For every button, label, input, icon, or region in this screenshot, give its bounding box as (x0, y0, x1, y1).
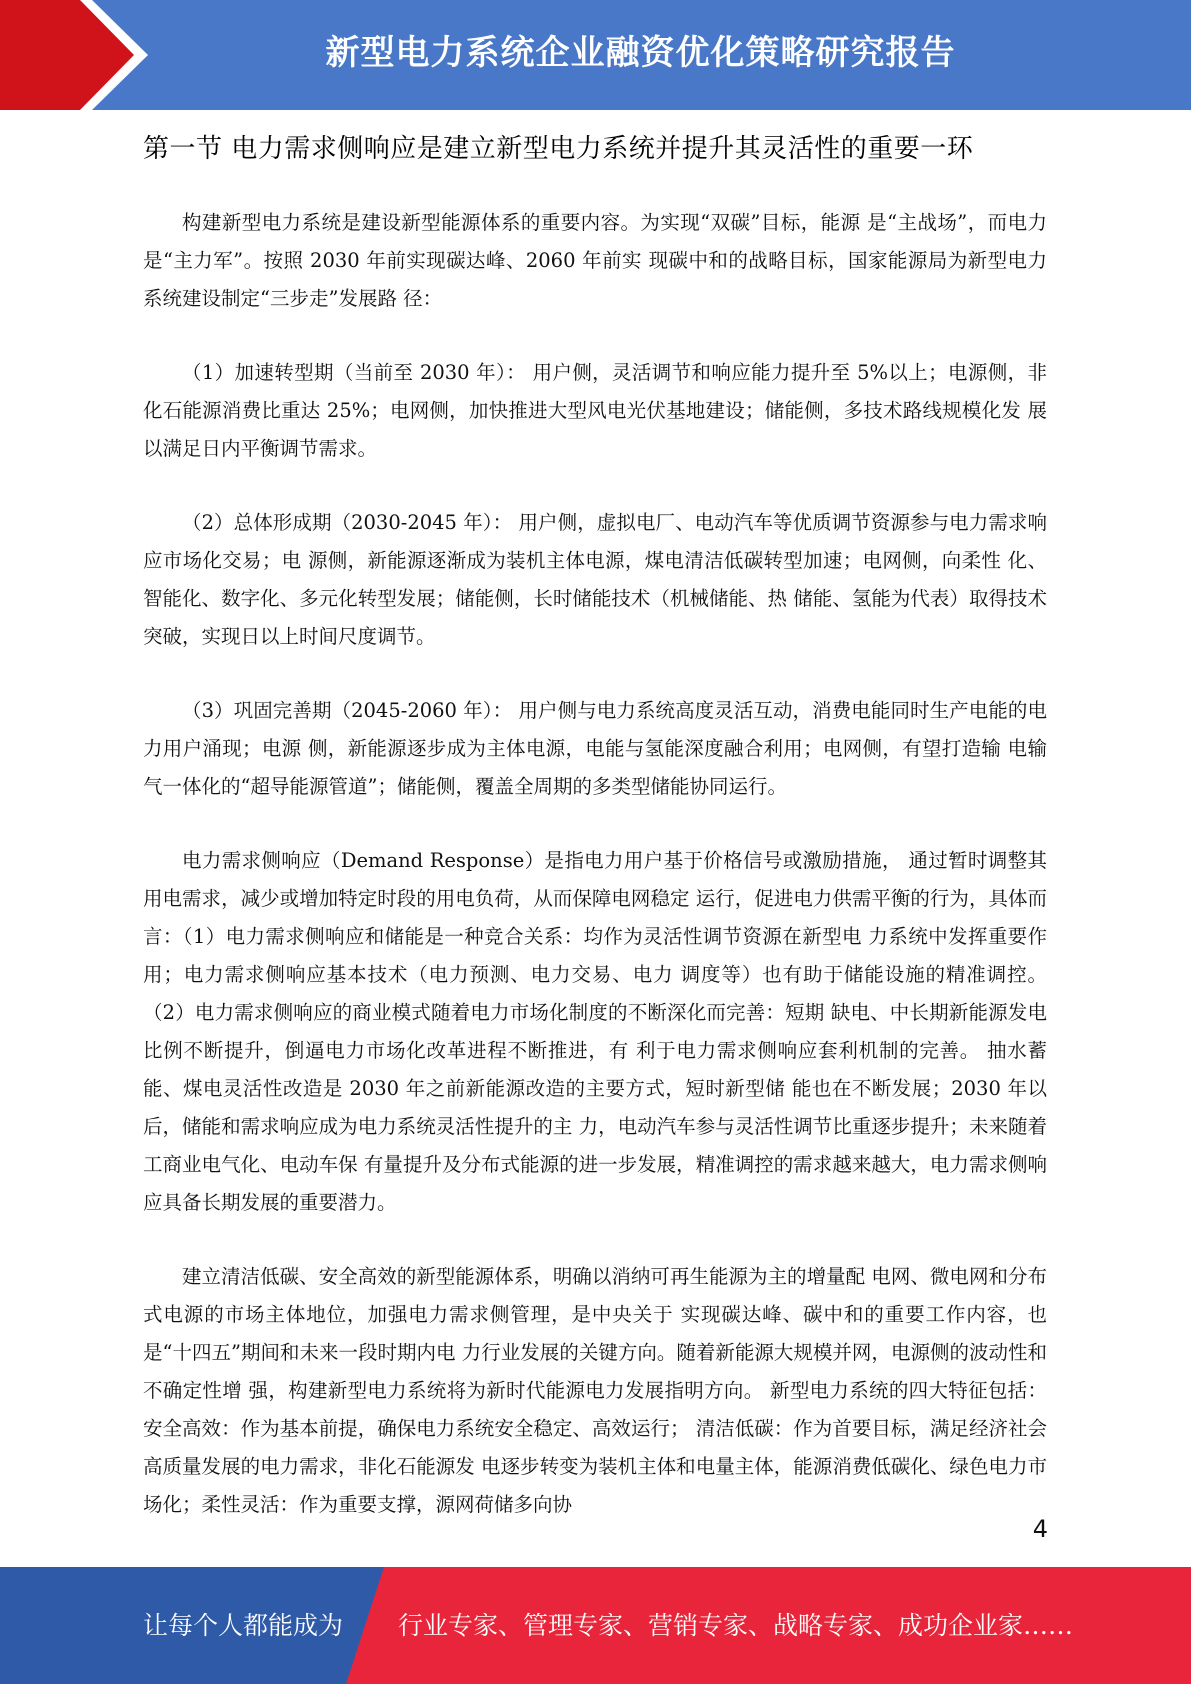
report-footer (0, 1567, 1191, 1684)
paragraph-energy-system: 建立清洁低碳、安全高效的新型能源体系，明确以消纳可再生能源为主的增量配 电网、微电网和分布式电源的市场主体地位，加强电力需求侧管理，是中央关于 实现碳达峰、碳中和的重要工作内容，也是“十四五”期间和未来一段时期内电 力行业发展的关键方向。随着新能源大规模并网，电源侧的波动性和不确定性增 强，构建新型电力系统将为新时代能源电力发展指明方向。 新型电力系统的四大特征包括： 安全高效：作为基本前提，确保电力系统安全稳定、高效运行； 清洁低碳：作为首要目标，满足经济社会高质量发展的电力需求，非化石能源发 电逐步转变为装机主体和电量主体，能源消费低碳化、绿色电力市场化；柔性灵活：作为重要支撑，源网荷储多向协 (143, 1265, 1047, 1516)
report-title: 新型电力系统企业融资优化策略研究报告 (325, 33, 956, 73)
report-header (0, 0, 1191, 110)
paragraph-intro: 构建新型电力系统是建设新型能源体系的重要内容。为实现“双碳”目标，能源 是“主战场”，而电力是“主力军”。按照 2030 年前实现碳达峰、2060 年前实 现碳中和的战略目标，国家能源局为新型电力系统建设制定“三步走”发展路 径： (143, 211, 1047, 310)
body-text (143, 204, 1047, 1560)
paragraph-phase-2: （2）总体形成期（2030-2045 年）： 用户侧，虚拟电厂、电动汽车等优质调节资源参与电力需求响应市场化交易；电 源侧，新能源逐渐成为装机主体电源，煤电清洁低碳转型加速；电网侧，向柔性 化、智能化、数字化、多元化转型发展；储能侧，长时储能技术（机械储能、热 储能、氢能为代表）取得技术突破，实现日以上时间尺度调节。 (143, 511, 1047, 648)
footer-slogan-left: 让每个人都能成为 (143, 1611, 344, 1640)
page-number: 4 (1032, 1515, 1048, 1543)
footer-slogan-right: 行业专家、管理专家、营销专家、战略专家、成功企业家…… (398, 1611, 1074, 1640)
section-heading: 第一节 电力需求侧响应是建立新型电力系统并提升其灵活性的重要一环 (143, 134, 974, 164)
paragraph-demand-response: 电力需求侧响应（Demand Response）是指电力用户基于价格信号或激励措施， 通过暂时调整其用电需求，减少或增加特定时段的用电负荷，从而保障电网稳定 运行，促进电力供需平衡的行为，具体而言：（1）电力需求侧响应和储能是一种竞合关系：均作为灵活性调节资源在新型电 力系统中发挥重要作用；电力需求侧响应基本技术（电力预测、电力交易、电力 调度等）也有助于储能设施的精准调控。 （2）电力需求侧响应的商业模式随着电力市场化制度的不断深化而完善：短期 缺电、中长期新能源发电比例不断提升，倒逼电力市场化改革进程不断推进，有 利于电力需求侧响应套利机制的完善。 抽水蓄能、煤电灵活性改造是 2030 年之前新能源改造的主要方式，短时新型储 能也在不断发展；2030 年以后，储能和需求响应成为电力系统灵活性提升的主 力，电动汽车参与灵活性调节比重逐步提升；未来随着工商业电气化、电动车保 有量提升及分布式能源的进一步发展，精准调控的需求越来越大，电力需求侧响 应具备长期发展的重要潜力。 (143, 849, 1047, 1214)
paragraph-phase-1: （1）加速转型期（当前至 2030 年）： 用户侧，灵活调节和响应能力提升至 5%以上；电源侧，非化石能源消费比重达 25%；电网侧，加快推进大型风电光伏基地建设；储能侧，多技术路线规模化发 展以满足日内平衡调节需求。 (143, 361, 1047, 460)
paragraph-phase-3: （3）巩固完善期（2045-2060 年）： 用户侧与电力系统高度灵活互动，消费电能同时生产电能的电力用户涌现；电源 侧，新能源逐步成为主体电源，电能与氢能深度融合利用；电网侧，有望打造输 电输气一体化的“超导能源管道”；储能侧，覆盖全周期的多类型储能协同运行。 (143, 699, 1047, 798)
header-arrow-decoration (0, 0, 160, 110)
